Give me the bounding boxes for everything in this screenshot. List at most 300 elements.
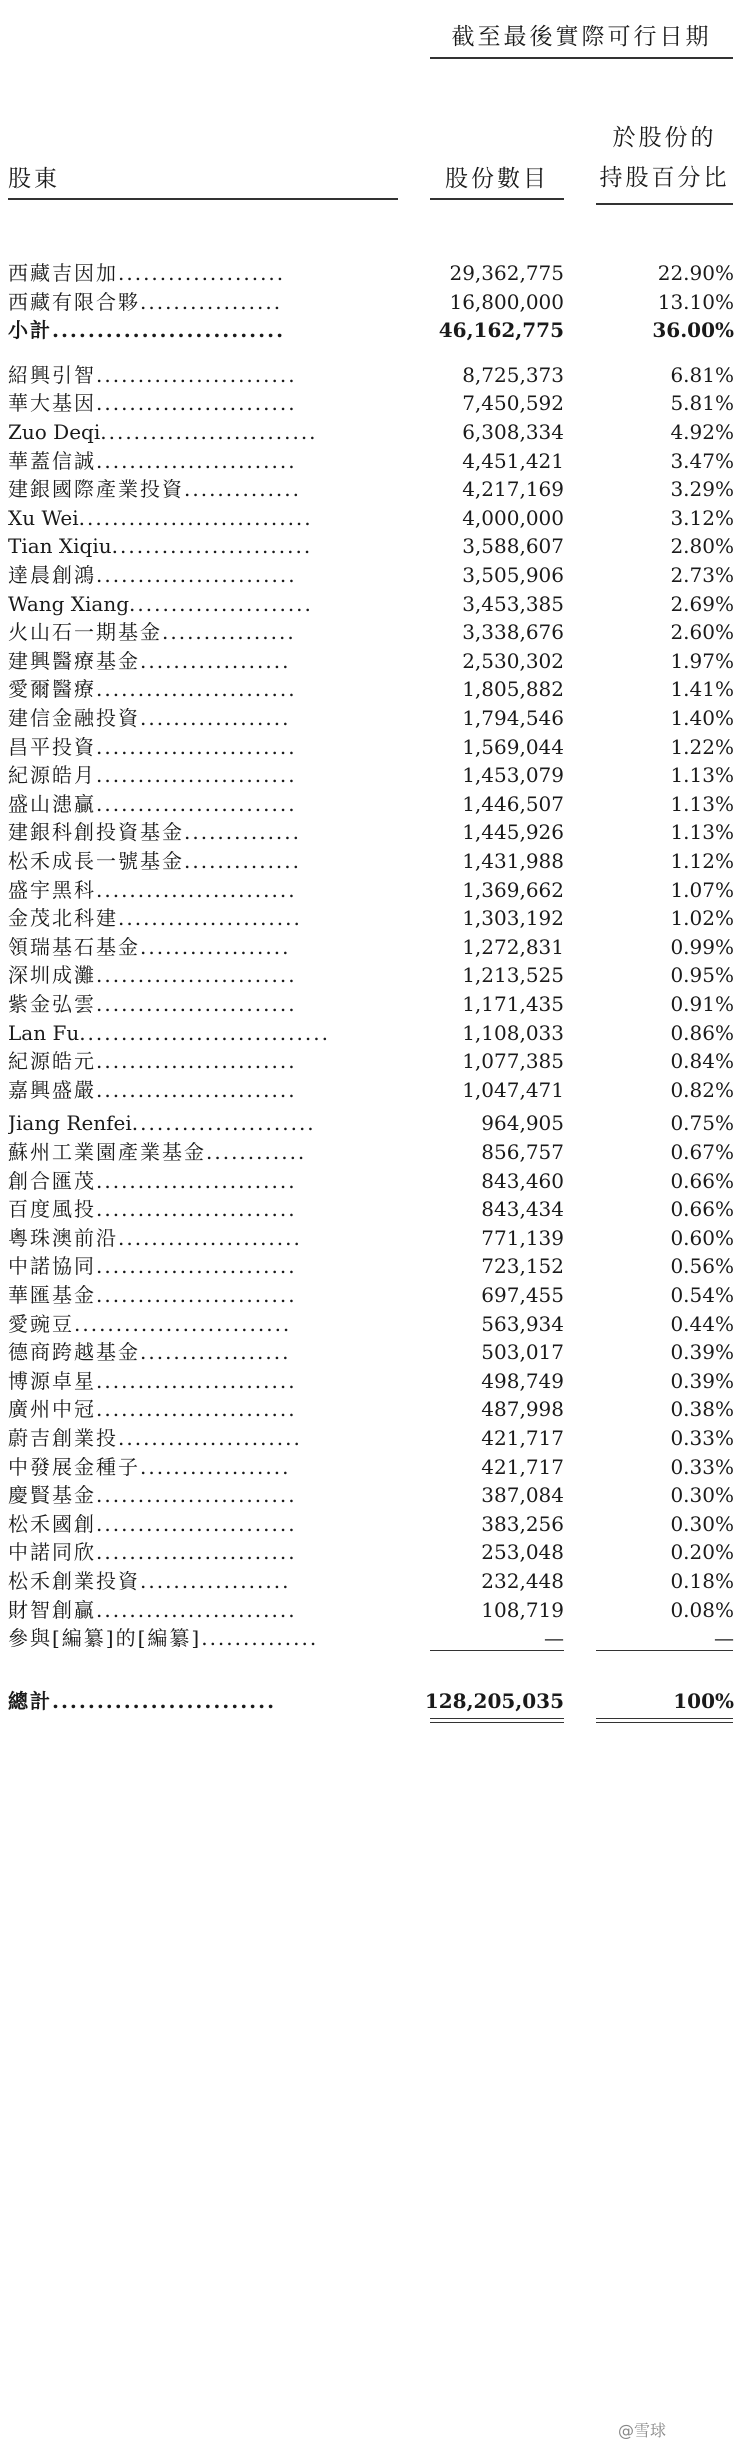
shareholder-name	[8, 388, 394, 418]
leader-dots: ..................	[140, 1569, 291, 1593]
shareholder-name-text: 蘇州工業園產業基金	[8, 1140, 206, 1164]
table-row	[0, 1595, 750, 1625]
table-row	[0, 1537, 750, 1567]
shareholder-name	[8, 960, 394, 990]
share-percentage: 1.40%	[670, 706, 734, 730]
share-count: 2,530,302	[462, 648, 564, 673]
shareholder-name	[8, 287, 394, 317]
leader-dots: ..................	[140, 648, 291, 673]
table-row	[0, 1166, 750, 1196]
leader-dots: ............................	[78, 505, 313, 530]
share-count: 29,362,775	[449, 261, 564, 285]
share-count: 1,431,988	[462, 849, 564, 873]
shareholder-name	[8, 1366, 394, 1396]
header-shares: 股份數目	[430, 160, 564, 200]
share-count: 421,717	[481, 1426, 564, 1450]
shareholder-name	[8, 1251, 394, 1281]
leader-dots: .................	[140, 289, 283, 314]
share-count: 108,719	[481, 1597, 564, 1622]
share-count: 6,308,334	[462, 420, 564, 444]
shareholder-name-text: 參與[編纂]的[編纂]	[8, 1626, 202, 1651]
share-count: 387,084	[481, 1483, 564, 1508]
table-row	[0, 846, 750, 876]
table-row	[0, 674, 750, 704]
share-percentage: 1.02%	[670, 906, 734, 931]
share-count: 1,794,546	[462, 706, 564, 730]
shareholder-name-text: 德商跨越基金	[8, 1340, 140, 1365]
shareholder-name	[8, 560, 394, 590]
share-percentage: 0.38%	[670, 1397, 734, 1422]
shareholder-name	[8, 760, 394, 790]
shareholder-name-text: 深圳成灘	[8, 963, 96, 988]
leader-dots: ........................	[96, 391, 297, 416]
header-date-column: 截至最後實際可行日期	[430, 18, 733, 59]
leader-dots: ..........................	[52, 318, 286, 343]
share-count: 1,077,385	[462, 1049, 564, 1074]
share-percentage: 2.60%	[670, 620, 734, 645]
shareholder-name	[8, 360, 394, 390]
share-count: 771,139	[481, 1225, 564, 1250]
share-percentage: 13.10%	[657, 289, 734, 314]
header-shareholder: 股東	[8, 160, 398, 200]
leader-dots: ........................	[96, 1397, 297, 1422]
share-count: 964,905	[481, 1111, 564, 1136]
table-row	[0, 1452, 750, 1482]
table-row	[0, 617, 750, 647]
shareholder-name	[8, 1537, 394, 1567]
table-row	[0, 1018, 750, 1048]
leader-dots: ......................	[118, 1426, 302, 1450]
share-count: 4,451,421	[462, 448, 564, 473]
table-row	[0, 417, 750, 447]
leader-dots: ........................	[96, 362, 297, 387]
share-count: 1,446,507	[462, 791, 564, 816]
table-row	[0, 315, 750, 345]
shareholder-name	[8, 617, 394, 647]
shareholder-name-text: 小計	[8, 318, 52, 343]
shareholder-name	[8, 1137, 394, 1167]
shareholder-name-text: 西藏有限合夥	[8, 289, 140, 314]
leader-dots: ........................	[96, 1077, 297, 1102]
leader-dots: ............	[206, 1140, 307, 1164]
shareholder-name	[8, 1194, 394, 1224]
shareholder-name-text: 財智創贏	[8, 1597, 96, 1622]
share-percentage: 0.86%	[670, 1020, 734, 1045]
leader-dots: ......................	[118, 906, 302, 931]
table-row	[0, 1223, 750, 1253]
shareholder-name-text: Zuo Deqi	[8, 420, 101, 444]
share-percentage: 1.41%	[670, 677, 734, 702]
leader-dots: ........................	[96, 1197, 297, 1222]
share-count: 4,217,169	[462, 477, 564, 502]
share-count: 383,256	[481, 1511, 564, 1536]
shareholder-name	[8, 789, 394, 819]
table-row	[0, 1280, 750, 1310]
leader-dots: ..............	[184, 820, 302, 845]
shareholder-name-text: 紹興引智	[8, 362, 96, 387]
shareholder-name	[8, 1166, 394, 1196]
share-percentage: 3.29%	[670, 477, 734, 502]
leader-dots: ......................	[118, 1225, 302, 1250]
share-percentage: 2.69%	[670, 591, 734, 616]
share-count: 697,455	[481, 1283, 564, 1307]
share-percentage: 36.00%	[652, 318, 734, 343]
shareholder-name-text: 松禾國創	[8, 1511, 96, 1536]
share-percentage: 0.67%	[670, 1140, 734, 1164]
shareholder-name	[8, 1623, 394, 1653]
shareholder-name-text: 火山石一期基金	[8, 620, 162, 645]
share-count: 856,757	[481, 1140, 564, 1164]
share-percentage: 0.75%	[670, 1111, 734, 1136]
table-row	[0, 960, 750, 990]
shareholder-name	[8, 1480, 394, 1510]
shareholder-name	[8, 417, 394, 447]
share-percentage: 2.73%	[670, 563, 734, 587]
shareholder-name-text: 建興醫療基金	[8, 648, 140, 673]
rule-percent	[596, 1650, 733, 1651]
share-count: 1,569,044	[462, 734, 564, 759]
share-count: 3,505,906	[462, 563, 564, 587]
shareholder-name-text: 金茂北科建	[8, 906, 118, 931]
shareholder-name-text: 松禾創業投資	[8, 1569, 140, 1593]
shareholder-name-text: Wang Xiang	[8, 591, 130, 616]
table-row	[0, 388, 750, 418]
shareholder-name	[8, 589, 394, 619]
table-row	[0, 503, 750, 533]
table-row	[0, 703, 750, 733]
shareholder-name	[8, 817, 394, 847]
leader-dots: ..................	[140, 1454, 291, 1479]
share-count: 563,934	[481, 1311, 564, 1336]
share-percentage: 0.60%	[670, 1225, 734, 1250]
share-count: 1,445,926	[462, 820, 564, 845]
shareholder-name	[8, 1452, 394, 1482]
shareholder-name	[8, 1595, 394, 1625]
leader-dots: ..............	[184, 849, 302, 873]
shareholder-name-text: Jiang Renfei	[8, 1111, 132, 1136]
shareholder-name	[8, 531, 394, 561]
shareholder-name	[8, 1075, 394, 1105]
shareholder-name-text: Xu Wei	[8, 505, 79, 530]
leader-dots: ................	[162, 620, 296, 645]
table-row	[0, 1251, 750, 1281]
share-percentage: 0.20%	[670, 1540, 734, 1565]
shareholder-name	[8, 1394, 394, 1424]
shareholder-name-text: 盛宇黑科	[8, 877, 96, 902]
leader-dots: ..........................	[100, 420, 318, 444]
shareholder-name-text: 博源卓星	[8, 1368, 96, 1393]
leader-dots: ........................	[96, 791, 297, 816]
leader-dots: ........................	[96, 448, 297, 473]
leader-dots: ..........................	[74, 1311, 292, 1336]
shareholder-name	[8, 732, 394, 762]
table-row	[0, 932, 750, 962]
share-percentage: 0.39%	[670, 1340, 734, 1365]
share-count: 1,171,435	[462, 992, 564, 1016]
table-row	[0, 1337, 750, 1367]
share-percentage: 1.12%	[670, 849, 734, 873]
share-percentage: 0.30%	[670, 1511, 734, 1536]
shareholder-name-text: 建信金融投資	[8, 706, 140, 730]
share-percentage: 0.39%	[670, 1368, 734, 1393]
table-row	[0, 1509, 750, 1539]
table-row	[0, 1046, 750, 1076]
share-percentage: 0.66%	[670, 1168, 734, 1193]
share-count: 1,303,192	[462, 906, 564, 931]
share-count: 843,434	[481, 1197, 564, 1222]
share-percentage: 0.44%	[670, 1311, 734, 1336]
shareholder-name	[8, 1686, 394, 1716]
table-row	[0, 903, 750, 933]
shareholder-name	[8, 1223, 394, 1253]
shareholder-name-text: 松禾成長一號基金	[8, 849, 184, 873]
shareholder-name-text: 紀源皓元	[8, 1049, 96, 1074]
share-percentage: 22.90%	[657, 261, 734, 285]
shareholder-name	[8, 258, 394, 288]
shareholder-name-text: 愛豌豆	[8, 1311, 74, 1336]
leader-dots: ........................	[96, 1254, 297, 1279]
shareholder-name	[8, 646, 394, 676]
share-count: 1,805,882	[462, 677, 564, 702]
shareholder-name-text: 創合匯茂	[8, 1168, 96, 1193]
leader-dots: ..............	[184, 477, 302, 502]
share-count: 1,453,079	[462, 763, 564, 788]
shareholder-name-text: 愛爾醫療	[8, 677, 96, 702]
table-row	[0, 258, 750, 288]
share-count: 1,272,831	[462, 934, 564, 959]
share-count: 723,152	[481, 1254, 564, 1279]
shareholder-name	[8, 1337, 394, 1367]
leader-dots: ........................	[96, 1540, 297, 1565]
shareholder-name	[8, 1423, 394, 1453]
leader-dots: ..............	[201, 1626, 319, 1651]
share-percentage: 0.33%	[670, 1454, 734, 1479]
header-percent	[596, 118, 733, 205]
shareholder-name-text: 慶賢基金	[8, 1483, 96, 1508]
leader-dots: ........................	[96, 1597, 297, 1622]
table-row	[0, 1686, 750, 1716]
share-percentage: 0.82%	[670, 1077, 734, 1102]
share-percentage: 6.81%	[670, 362, 734, 387]
shareholder-name	[8, 903, 394, 933]
leader-dots: ..................	[140, 1340, 291, 1365]
table-row	[0, 446, 750, 476]
leader-dots: ......................	[129, 591, 313, 616]
table-row	[0, 1566, 750, 1596]
shareholder-name	[8, 846, 394, 876]
shareholder-name	[8, 1046, 394, 1076]
share-percentage: 0.95%	[670, 963, 734, 988]
shareholder-name	[8, 1108, 394, 1138]
share-percentage: 0.18%	[670, 1569, 734, 1593]
shareholder-name-text: 華匯基金	[8, 1283, 96, 1307]
share-percentage: 4.92%	[670, 420, 734, 444]
share-count: 8,725,373	[462, 362, 564, 387]
shareholder-name	[8, 875, 394, 905]
shareholder-name	[8, 703, 394, 733]
share-count: —	[544, 1626, 564, 1651]
shareholder-name-text: 建銀科創投資基金	[8, 820, 184, 845]
table-row	[0, 789, 750, 819]
leader-dots: ........................	[96, 1283, 297, 1307]
leader-dots: ........................	[111, 534, 313, 559]
share-percentage: 0.54%	[670, 1283, 734, 1307]
share-count: 253,048	[481, 1540, 564, 1565]
leader-dots: ........................	[96, 1049, 297, 1074]
table-row	[0, 1309, 750, 1339]
shareholder-name-text: 粵珠澳前沿	[8, 1225, 118, 1250]
shareholder-name-text: 華大基因	[8, 391, 96, 416]
share-count: 46,162,775	[438, 318, 564, 343]
leader-dots: ......................	[131, 1111, 316, 1136]
shareholder-name	[8, 1280, 394, 1310]
share-percentage: 3.47%	[670, 448, 734, 473]
share-count: 232,448	[481, 1569, 564, 1593]
leader-dots: ..................	[140, 934, 291, 959]
share-percentage: —	[714, 1626, 734, 1651]
leader-dots: ........................	[96, 992, 297, 1016]
share-count: 1,047,471	[462, 1077, 564, 1102]
share-percentage: 0.30%	[670, 1483, 734, 1508]
shareholder-name-text: 廣州中冠	[8, 1397, 96, 1422]
shareholder-name	[8, 1566, 394, 1596]
double-rule-percent	[596, 1718, 733, 1723]
table-row	[0, 1194, 750, 1224]
share-count: 1,108,033	[462, 1020, 564, 1045]
shareholder-name-text: 蔚吉創業投	[8, 1426, 118, 1450]
shareholder-name	[8, 674, 394, 704]
rule-shares	[430, 1650, 564, 1651]
shareholder-name-text: 紀源皓月	[8, 763, 96, 788]
table-row	[0, 1423, 750, 1453]
share-percentage: 5.81%	[670, 391, 734, 416]
leader-dots: ........................	[96, 1368, 297, 1393]
share-percentage: 0.66%	[670, 1197, 734, 1222]
shareholder-name-text: 領瑞基石基金	[8, 934, 140, 959]
shareholder-name-text: 中諾同欣	[8, 1540, 96, 1565]
leader-dots: ....................	[118, 261, 286, 285]
table-row	[0, 646, 750, 676]
shareholder-name-text: 達晨創鴻	[8, 563, 96, 587]
share-count: 421,717	[481, 1454, 564, 1479]
leader-dots: ........................	[96, 677, 297, 702]
leader-dots: ..................	[140, 706, 291, 730]
header-percent-line2: 持股百分比	[599, 165, 730, 191]
shareholder-name-text: 紫金弘雲	[8, 992, 96, 1016]
table-row	[0, 732, 750, 762]
table-row	[0, 531, 750, 561]
share-percentage: 1.13%	[670, 791, 734, 816]
shareholder-name	[8, 1018, 394, 1048]
leader-dots: ........................	[96, 877, 297, 902]
share-percentage: 1.13%	[670, 763, 734, 788]
table-row	[0, 360, 750, 390]
table-row	[0, 1108, 750, 1138]
table-row	[0, 817, 750, 847]
share-percentage: 1.07%	[670, 877, 734, 902]
share-count: 1,369,662	[462, 877, 564, 902]
shareholder-name-text: 建銀國際產業投資	[8, 477, 184, 502]
shareholder-name-text: 西藏吉因加	[8, 261, 118, 285]
table-row	[0, 875, 750, 905]
leader-dots: ..............................	[79, 1020, 330, 1045]
table-row	[0, 1137, 750, 1167]
shareholder-name-text: Lan Fu	[8, 1020, 80, 1045]
leader-dots: ........................	[96, 563, 297, 587]
share-count: 3,338,676	[462, 620, 564, 645]
table-row	[0, 1075, 750, 1105]
table-row	[0, 1623, 750, 1653]
table-row	[0, 589, 750, 619]
share-count: 7,450,592	[462, 391, 564, 416]
share-count: 1,213,525	[462, 963, 564, 988]
share-percentage: 2.80%	[670, 534, 734, 559]
shareholder-name	[8, 315, 394, 345]
share-count: 503,017	[481, 1340, 564, 1365]
share-count: 498,749	[481, 1368, 564, 1393]
share-percentage: 1.13%	[670, 820, 734, 845]
table-row	[0, 989, 750, 1019]
table-row	[0, 1394, 750, 1424]
share-count: 16,800,000	[449, 289, 564, 314]
leader-dots: ........................	[96, 734, 297, 759]
shareholder-name-text: Tian Xiqiu	[8, 534, 112, 559]
shareholder-name	[8, 446, 394, 476]
leader-dots: .........................	[52, 1688, 277, 1713]
share-count: 3,588,607	[462, 534, 564, 559]
share-count: 3,453,385	[462, 591, 564, 616]
share-count: 843,460	[481, 1168, 564, 1193]
share-percentage: 0.56%	[670, 1254, 734, 1279]
share-percentage: 1.22%	[670, 734, 734, 759]
share-percentage: 0.08%	[670, 1597, 734, 1622]
share-count: 128,205,035	[424, 1688, 564, 1713]
table-row	[0, 287, 750, 317]
table-row	[0, 560, 750, 590]
shareholder-name	[8, 989, 394, 1019]
shareholder-name-text: 華蓋信誠	[8, 448, 96, 473]
share-percentage: 0.33%	[670, 1426, 734, 1450]
table-row	[0, 760, 750, 790]
share-percentage: 0.99%	[670, 934, 734, 959]
share-percentage: 1.97%	[670, 648, 734, 673]
leader-dots: ........................	[96, 963, 297, 988]
shareholder-name	[8, 474, 394, 504]
shareholder-name-text: 中發展金種子	[8, 1454, 140, 1479]
shareholder-name-text: 昌平投資	[8, 734, 96, 759]
shareholder-name-text: 盛山漶贏	[8, 791, 96, 816]
share-count: 487,998	[481, 1397, 564, 1422]
leader-dots: ........................	[96, 1511, 297, 1536]
shareholder-name-text: 百度風投	[8, 1197, 96, 1222]
leader-dots: ........................	[96, 763, 297, 788]
share-percentage: 100%	[673, 1688, 734, 1713]
watermark: @雪球	[618, 2421, 667, 2440]
share-percentage: 0.84%	[670, 1049, 734, 1074]
double-rule-shares	[430, 1718, 564, 1723]
shareholder-name	[8, 1309, 394, 1339]
table-row	[0, 1480, 750, 1510]
shareholder-name	[8, 932, 394, 962]
shareholder-name	[8, 1509, 394, 1539]
table-row	[0, 1366, 750, 1396]
share-count: 4,000,000	[462, 505, 564, 530]
shareholder-name-text: 總計	[8, 1688, 52, 1713]
shareholder-name-text: 嘉興盛嚴	[8, 1077, 96, 1102]
share-percentage: 3.12%	[670, 505, 734, 530]
header-percent-line1: 於股份的	[612, 125, 717, 151]
shareholder-name	[8, 503, 394, 533]
